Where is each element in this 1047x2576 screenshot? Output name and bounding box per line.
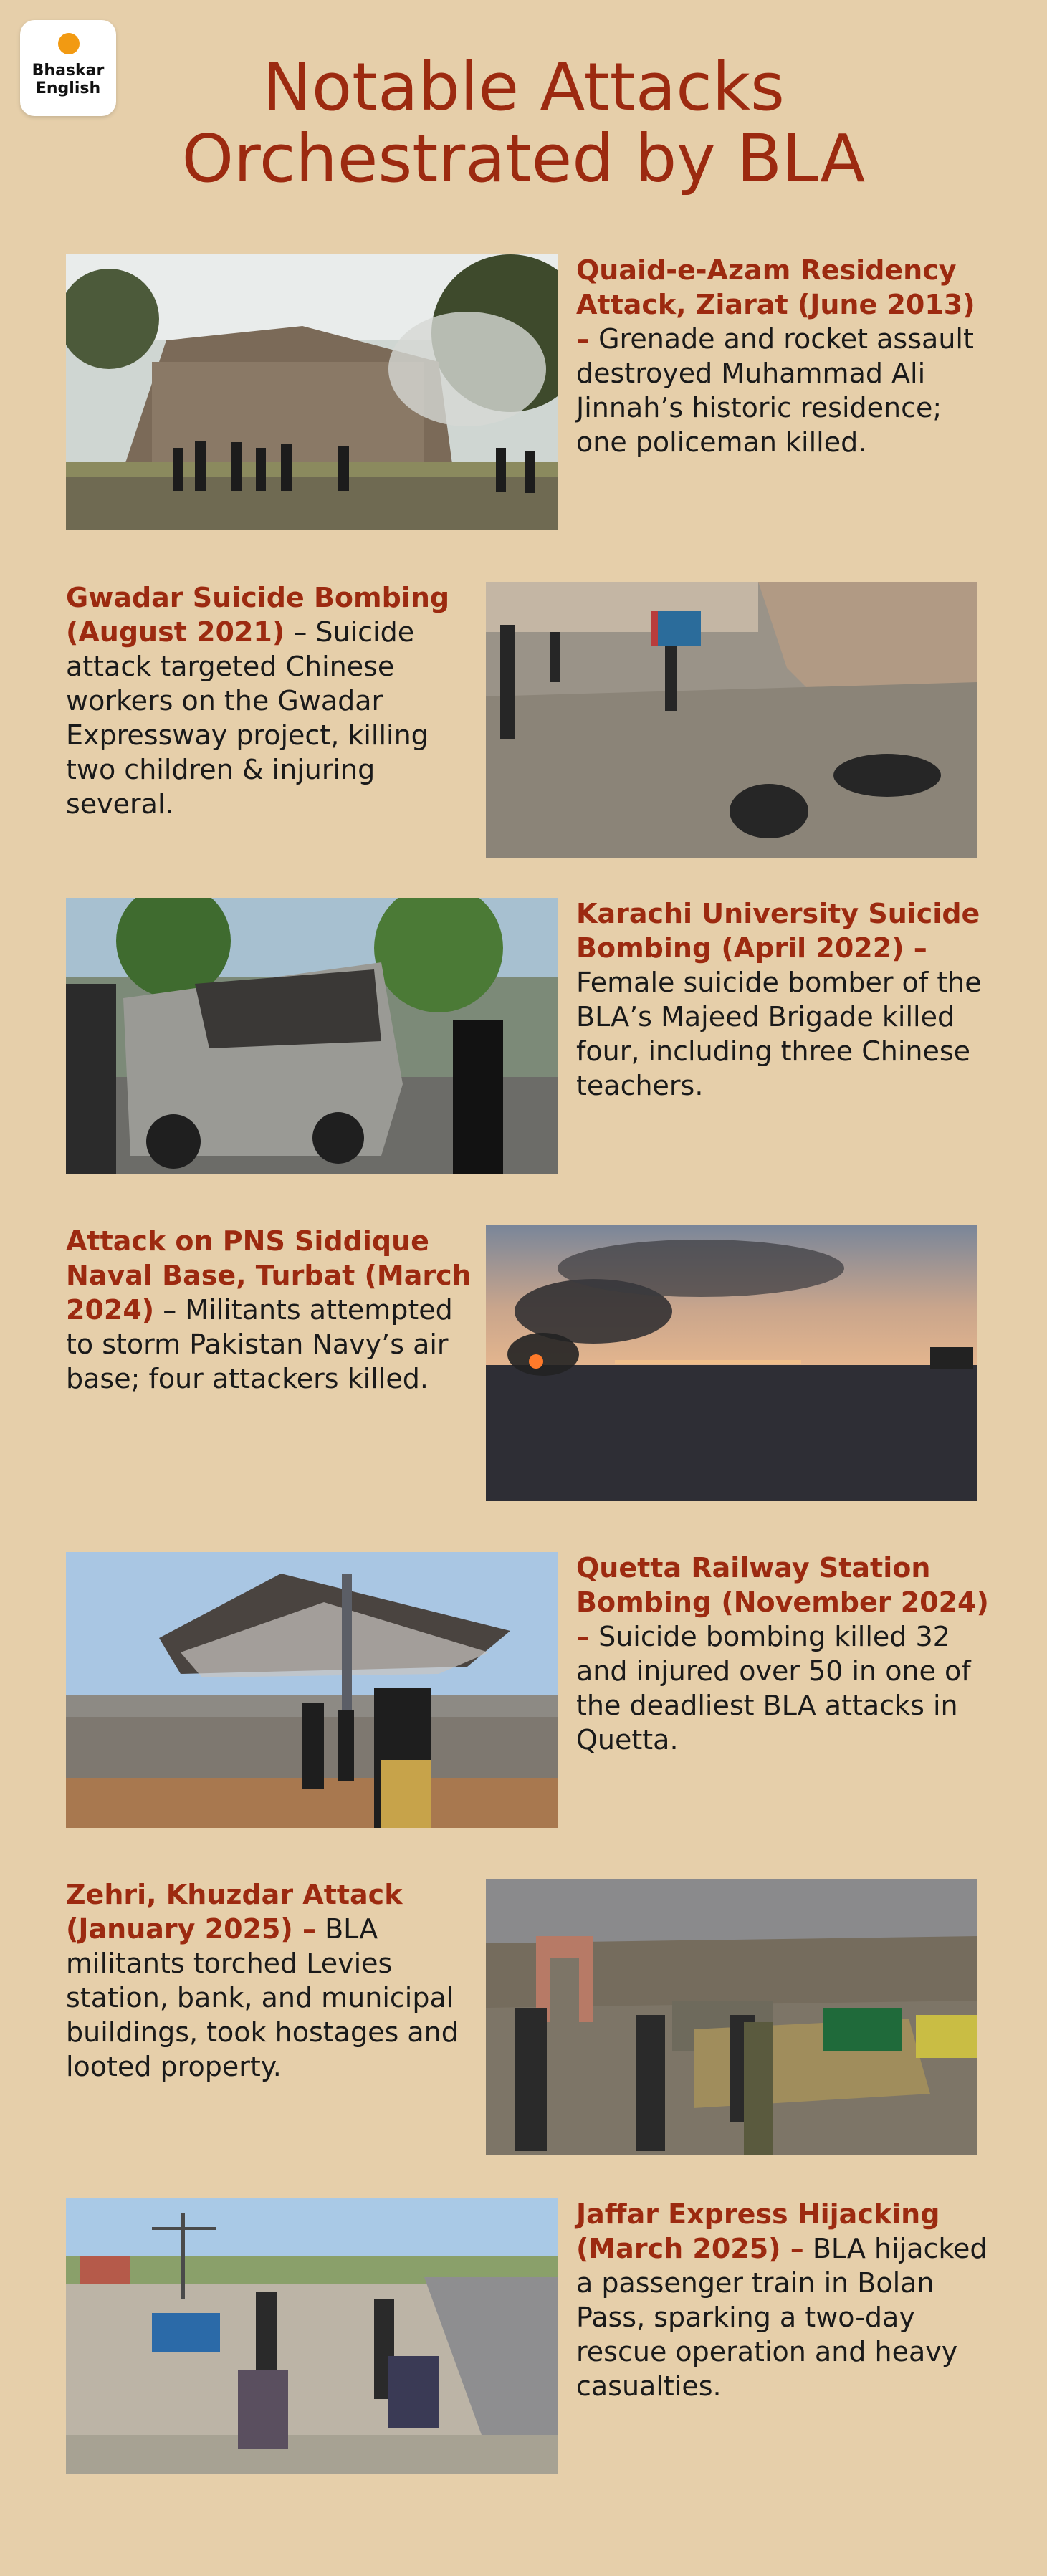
attack-body: BLA hijacked a passenger train in Bolan Pass, sparking a two-day rescue operation and heavy casualties.	[576, 2233, 988, 2402]
attack-description	[576, 1551, 992, 1757]
logo-line-2: English	[35, 80, 101, 97]
attack-body: Grenade and rocket assault destroyed Muhammad Ali Jinnah’s historic residence; one policeman killed.	[576, 323, 974, 458]
page-title	[129, 49, 918, 197]
attack-description	[576, 896, 992, 1103]
attack-heading: Karachi University Suicide Bombing (April 2022) –	[576, 898, 980, 964]
attack-item-zehri	[66, 1879, 977, 2155]
attack-item-quetta	[66, 1552, 989, 1828]
logo-line-1: Bhaskar	[32, 62, 105, 80]
turbat-naval-base-photo	[486, 1225, 977, 1501]
quetta-railway-station-photo	[66, 1552, 558, 1828]
attack-body: – Militants attempted to storm Pakistan Navy’s air base; four attackers killed.	[66, 1294, 453, 1394]
attack-body: Suicide bombing killed 32 and injured over 50 in one of the deadliest BLA attacks in Quetta.	[576, 1621, 971, 1756]
attack-description	[576, 253, 992, 459]
attack-body: – Suicide attack targeted Chinese workers on the Gwadar Expressway project, killing two children & injuring several.	[66, 616, 429, 820]
logo-text	[20, 62, 116, 97]
attack-description	[66, 1224, 474, 1396]
attack-heading: Quetta Railway Station Bombing (November 2024) –	[576, 1552, 989, 1652]
attack-body: BLA militants torched Levies station, bank, and municipal buildings, took hostages and looted property.	[66, 1913, 459, 2082]
attack-heading: Attack on PNS Siddique Naval Base, Turbat (March 2024)	[66, 1225, 472, 1326]
page-title-line-2: Orchestrated by BLA	[181, 120, 866, 197]
attack-item-turbat	[66, 1225, 977, 1501]
attack-heading: Quaid-e-Azam Residency Attack, Ziarat (June 2013) –	[576, 254, 975, 355]
attack-item-gwadar	[66, 582, 977, 858]
attack-item-ziarat	[66, 254, 977, 530]
attack-description	[576, 2197, 992, 2403]
logo-dot-icon	[58, 33, 80, 54]
attack-heading: Zehri, Khuzdar Attack (January 2025) –	[66, 1879, 403, 1945]
zehri-khuzdar-photo	[486, 1879, 977, 2155]
bhaskar-english-logo[interactable]	[20, 20, 116, 116]
attack-heading: Jaffar Express Hijacking (March 2025) –	[576, 2198, 940, 2264]
attack-body: Female suicide bomber of the BLA’s Majeed Brigade killed four, including three Chinese teachers.	[576, 967, 982, 1101]
attack-heading: Gwadar Suicide Bombing (August 2021)	[66, 582, 450, 648]
gwadar-bombing-photo	[486, 582, 977, 858]
ziarat-residency-photo	[66, 254, 558, 530]
jaffar-express-photo	[66, 2198, 558, 2474]
attack-description	[66, 1877, 474, 2084]
page-title-line-1: Notable Attacks	[262, 49, 785, 125]
attack-description	[66, 580, 474, 821]
attack-item-jaffar-express	[66, 2198, 988, 2474]
karachi-university-photo	[66, 898, 558, 1174]
attack-item-karachi	[66, 898, 982, 1174]
